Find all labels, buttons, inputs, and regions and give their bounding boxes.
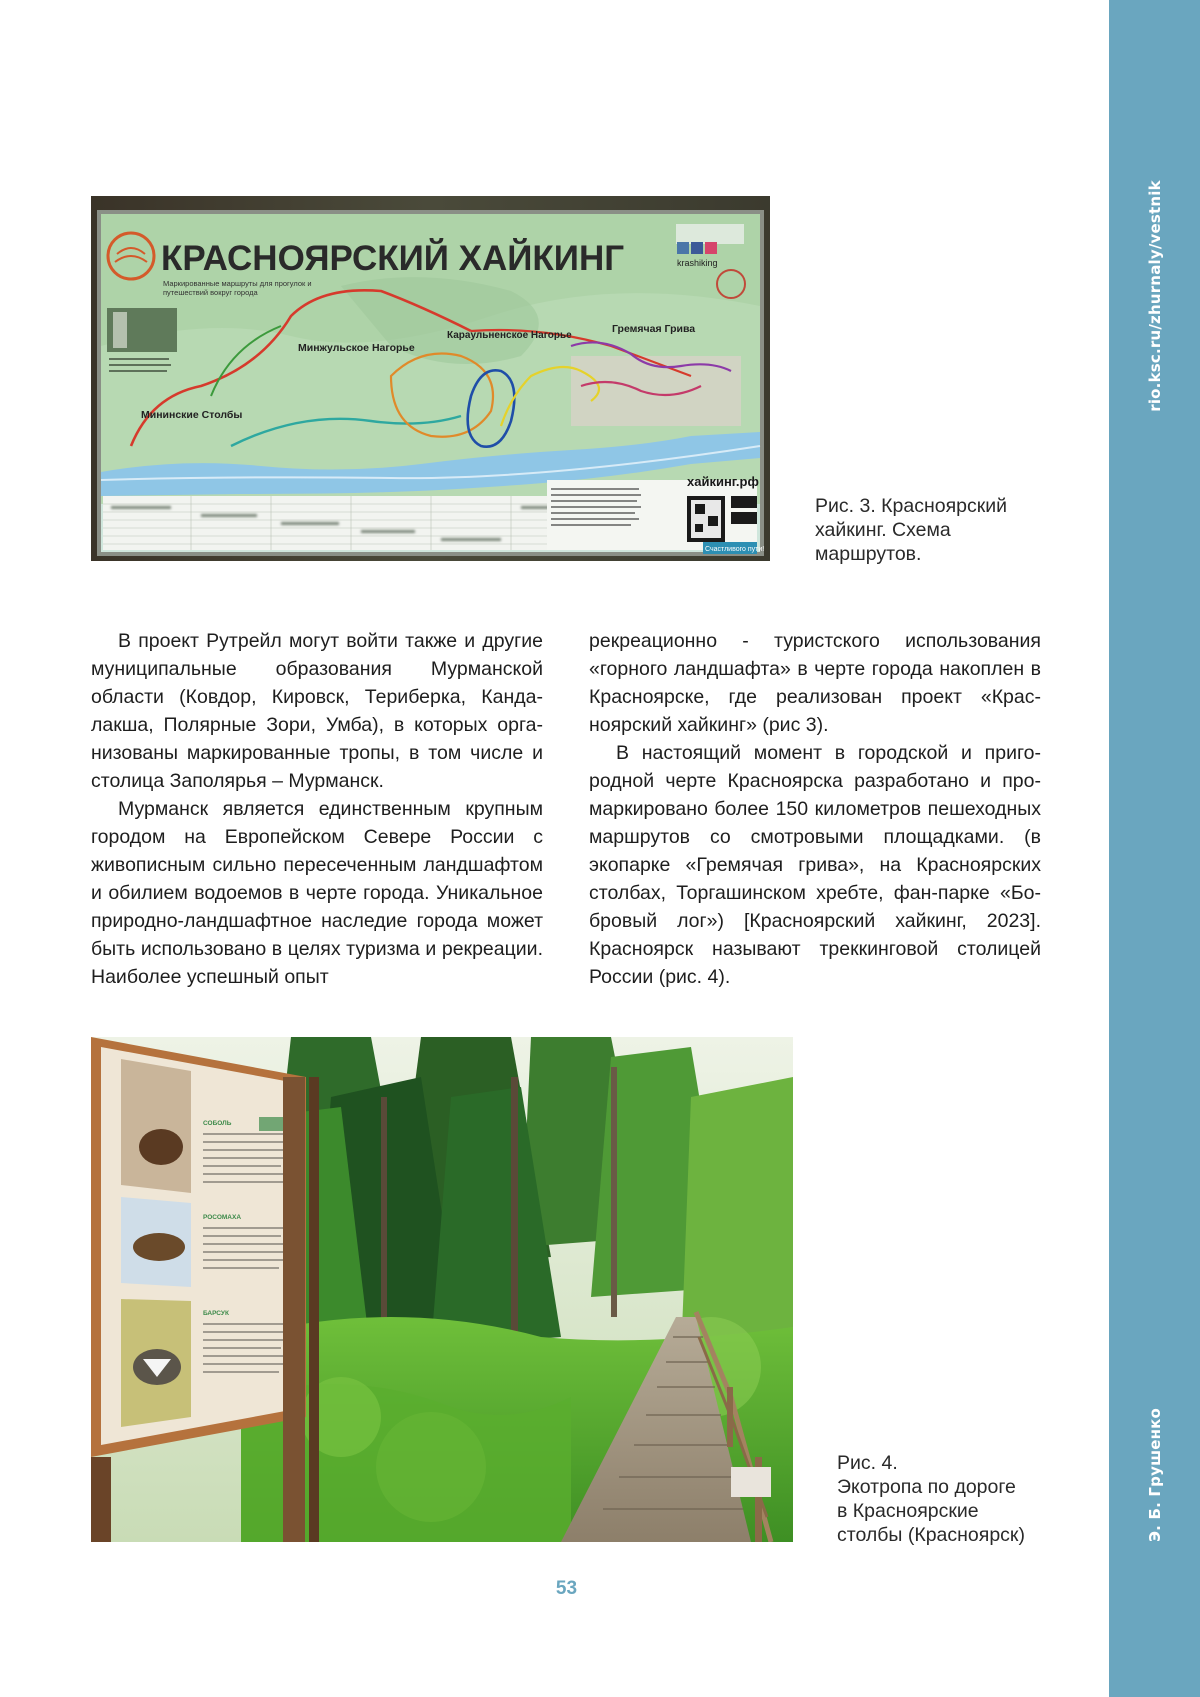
map-site: хайкинг.рф	[687, 474, 759, 489]
figure3-caption	[815, 494, 1055, 566]
map-title: КРАСНОЯРСКИЙ ХАЙКИНГ	[161, 239, 625, 278]
eco-trail-image	[91, 1037, 793, 1542]
figure3-caption-line: хайкинг. Схема	[815, 519, 951, 541]
text-column-right	[589, 627, 1041, 991]
figure4-caption-line: Рис. 4.	[837, 1452, 898, 1474]
figure-hiking-map	[91, 196, 770, 561]
map-subtitle-1: Маркированные маршруты для прогулок и	[163, 279, 312, 288]
social-handle: krashiking	[677, 258, 718, 268]
label-gremyachaya: Гремячая Грива	[612, 323, 696, 335]
hiking-map-image	[91, 196, 770, 561]
map-subtitle-2: путешествий вокруг города	[163, 288, 258, 297]
label-karaul: Караульненское Нагорье	[447, 330, 572, 341]
map-slogan: Счастливого пути!	[705, 546, 765, 553]
paragraph: В настоящий момент в городской и пригородной черте Красноярска разработано и промаркировано более 150 километров пешеходных маршрутов со смотровыми площадками. (в экопарке «Гремячая грива», на Красноярских столбах, Торгашинском хребте, фан-парке «Бобровый лог») [Красноярский хайкинг, 2023]. Красноярск называют треккинговой столицей России (рис. 4).	[589, 742, 1041, 988]
paragraph: рекреационно - туристского использования «горного ландшафта» в черте города накоплен в Красноярске, где реализован проект «Красноярский хайкинг» (рис 3).	[589, 630, 1041, 736]
label-minjul: Минжульское Нагорье	[298, 342, 415, 354]
board-heading: СОБОЛЬ	[203, 1120, 232, 1127]
journal-url: rio.ksc.ru/zhurnaly/vestnik	[1145, 180, 1164, 412]
board-heading: БАРСУК	[203, 1310, 229, 1317]
figure3-caption-line: Рис. 3. Красноярский	[815, 495, 1008, 517]
right-sidebar	[1109, 0, 1200, 1697]
author-name: Э. Б. Грушенко	[1145, 1407, 1164, 1543]
figure4-caption-line: в Красноярские	[837, 1500, 979, 1522]
figure-eco-trail-photo	[91, 1037, 793, 1542]
board-heading: РОСОМАХА	[203, 1214, 242, 1221]
page-number: 53	[555, 1578, 578, 1599]
figure4-caption	[837, 1451, 1067, 1547]
figure3-caption-line: маршрутов.	[815, 543, 922, 565]
label-mininskie: Мининские Столбы	[141, 409, 243, 421]
figure4-caption-line: Экотропа по дороге	[837, 1476, 1016, 1498]
figure4-caption-line: столбы (Красноярск)	[837, 1524, 1025, 1546]
text-column-left	[91, 627, 543, 991]
paragraph: Мурманск является единственным крупным городом на Европейском Севере России с живописным сильно пересеченным ландшафтом и обилием водоемов в черте города. Уникальное природно-ландшафтное наследие города может быть использовано в целях туризма и рекреации. Наиболее успешный опыт	[91, 798, 543, 988]
paragraph: В проект Рутрейл могут войти также и другие муниципальные образования Мурманской области (Ковдор, Кировск, Териберка, Кандалакша, Полярные Зори, Умба), в которых организованы маркированные тропы, в том числе и столица Заполярья – Мурманск.	[91, 630, 543, 792]
